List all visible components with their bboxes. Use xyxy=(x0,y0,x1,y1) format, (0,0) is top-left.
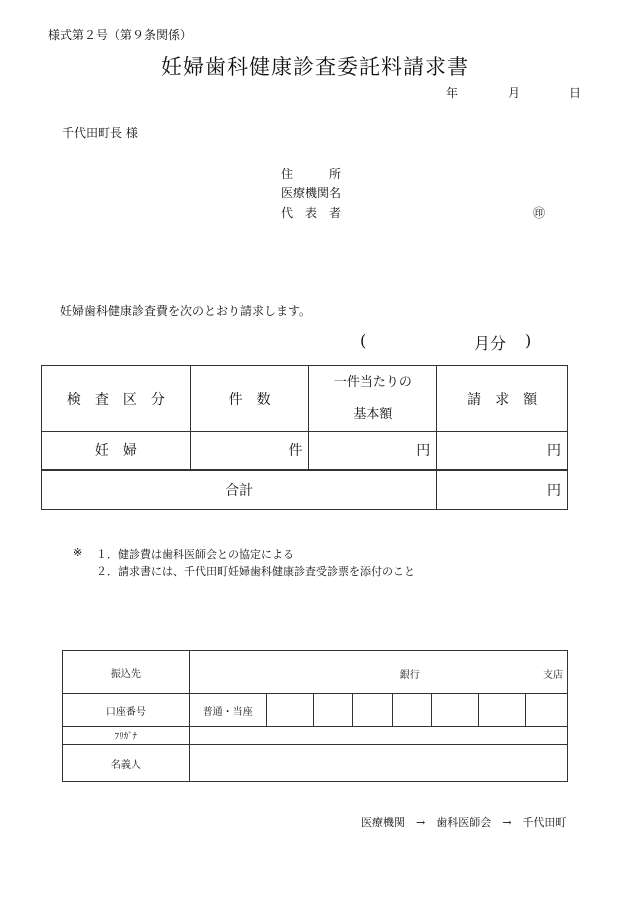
address-label: 住 所 xyxy=(281,167,342,181)
billing-total-row xyxy=(42,470,568,510)
account-digit-2[interactable] xyxy=(313,694,353,727)
branch-suffix: 支店 xyxy=(543,670,563,681)
account-digit-5[interactable] xyxy=(432,694,479,727)
institution-name-label: 医療機関名 xyxy=(281,186,342,200)
billing-row-pregnant xyxy=(42,432,568,470)
row-amount-cell[interactable] xyxy=(437,432,568,470)
row-base-unit: 円 xyxy=(416,443,431,460)
billing-header-row xyxy=(42,366,568,432)
note-item-2: ２．請求書には、千代田町妊婦歯科健康診査受診票を添付のこと xyxy=(96,565,415,578)
row-base-cell[interactable] xyxy=(309,432,437,470)
routing-flow: 医療機関 → 歯科医師会 → 千代田町 xyxy=(361,816,567,829)
row-count-cell[interactable] xyxy=(190,432,309,470)
month-open-paren: ( xyxy=(360,331,367,350)
bank-name-cell[interactable] xyxy=(189,651,567,694)
billing-table xyxy=(41,365,568,510)
furigana-label: ﾌﾘｶﾞﾅ xyxy=(63,727,190,745)
account-holder-input[interactable] xyxy=(189,745,567,782)
header-base-amount-line2: 基本額 xyxy=(353,406,393,422)
transfer-label: 振込先 xyxy=(63,651,190,694)
header-claim-amount: 請 求 額 xyxy=(437,366,568,432)
addressee: 千代田町長 様 xyxy=(62,126,138,140)
header-count: 件 数 xyxy=(190,366,309,432)
date-year-label: 年 xyxy=(446,86,459,100)
bank-transfer-row xyxy=(63,651,568,694)
row-count-unit: 件 xyxy=(288,443,303,460)
furigana-row xyxy=(63,727,568,745)
month-label: 月分 xyxy=(474,334,507,353)
account-digit-1[interactable] xyxy=(266,694,313,727)
date-month-label: 月 xyxy=(508,86,521,100)
bank-table xyxy=(62,650,568,782)
total-amount-cell[interactable] xyxy=(437,470,568,510)
form-number: 様式第２号（第９条関係） xyxy=(48,28,193,42)
account-digit-4[interactable] xyxy=(393,694,432,727)
account-digit-6[interactable] xyxy=(479,694,526,727)
representative-label: 代 表 者 xyxy=(281,206,342,220)
month-close-paren: ) xyxy=(525,331,532,350)
header-base-amount xyxy=(309,366,437,432)
total-unit: 円 xyxy=(547,482,561,499)
account-holder-row xyxy=(63,745,568,782)
request-text: 妊婦歯科健康診査費を次のとおり請求します。 xyxy=(60,304,312,318)
note-item-1: １．健診費は歯科医師会との協定による xyxy=(96,548,294,561)
furigana-input[interactable] xyxy=(189,727,567,745)
bank-suffix: 銀行 xyxy=(399,670,420,681)
bank-account-row xyxy=(63,694,568,727)
page-title: 妊婦歯科健康診査委託料請求書 xyxy=(161,55,469,79)
account-digit-7[interactable] xyxy=(526,694,568,727)
date-day-label: 日 xyxy=(569,86,582,100)
header-base-amount-line1: 一件当たりの xyxy=(333,374,412,390)
account-type[interactable]: 普通・当座 xyxy=(189,694,266,727)
row-amount-unit: 円 xyxy=(547,443,561,460)
seal-mark: ㊞ xyxy=(533,206,546,220)
account-digit-3[interactable] xyxy=(353,694,393,727)
header-category: 検 査 区 分 xyxy=(42,366,191,432)
account-number-label: 口座番号 xyxy=(63,694,190,727)
total-label: 合計 xyxy=(42,470,437,510)
notes-mark: ※ xyxy=(73,546,83,559)
account-holder-label: 名義人 xyxy=(63,745,190,782)
row-category: 妊 婦 xyxy=(42,432,191,470)
